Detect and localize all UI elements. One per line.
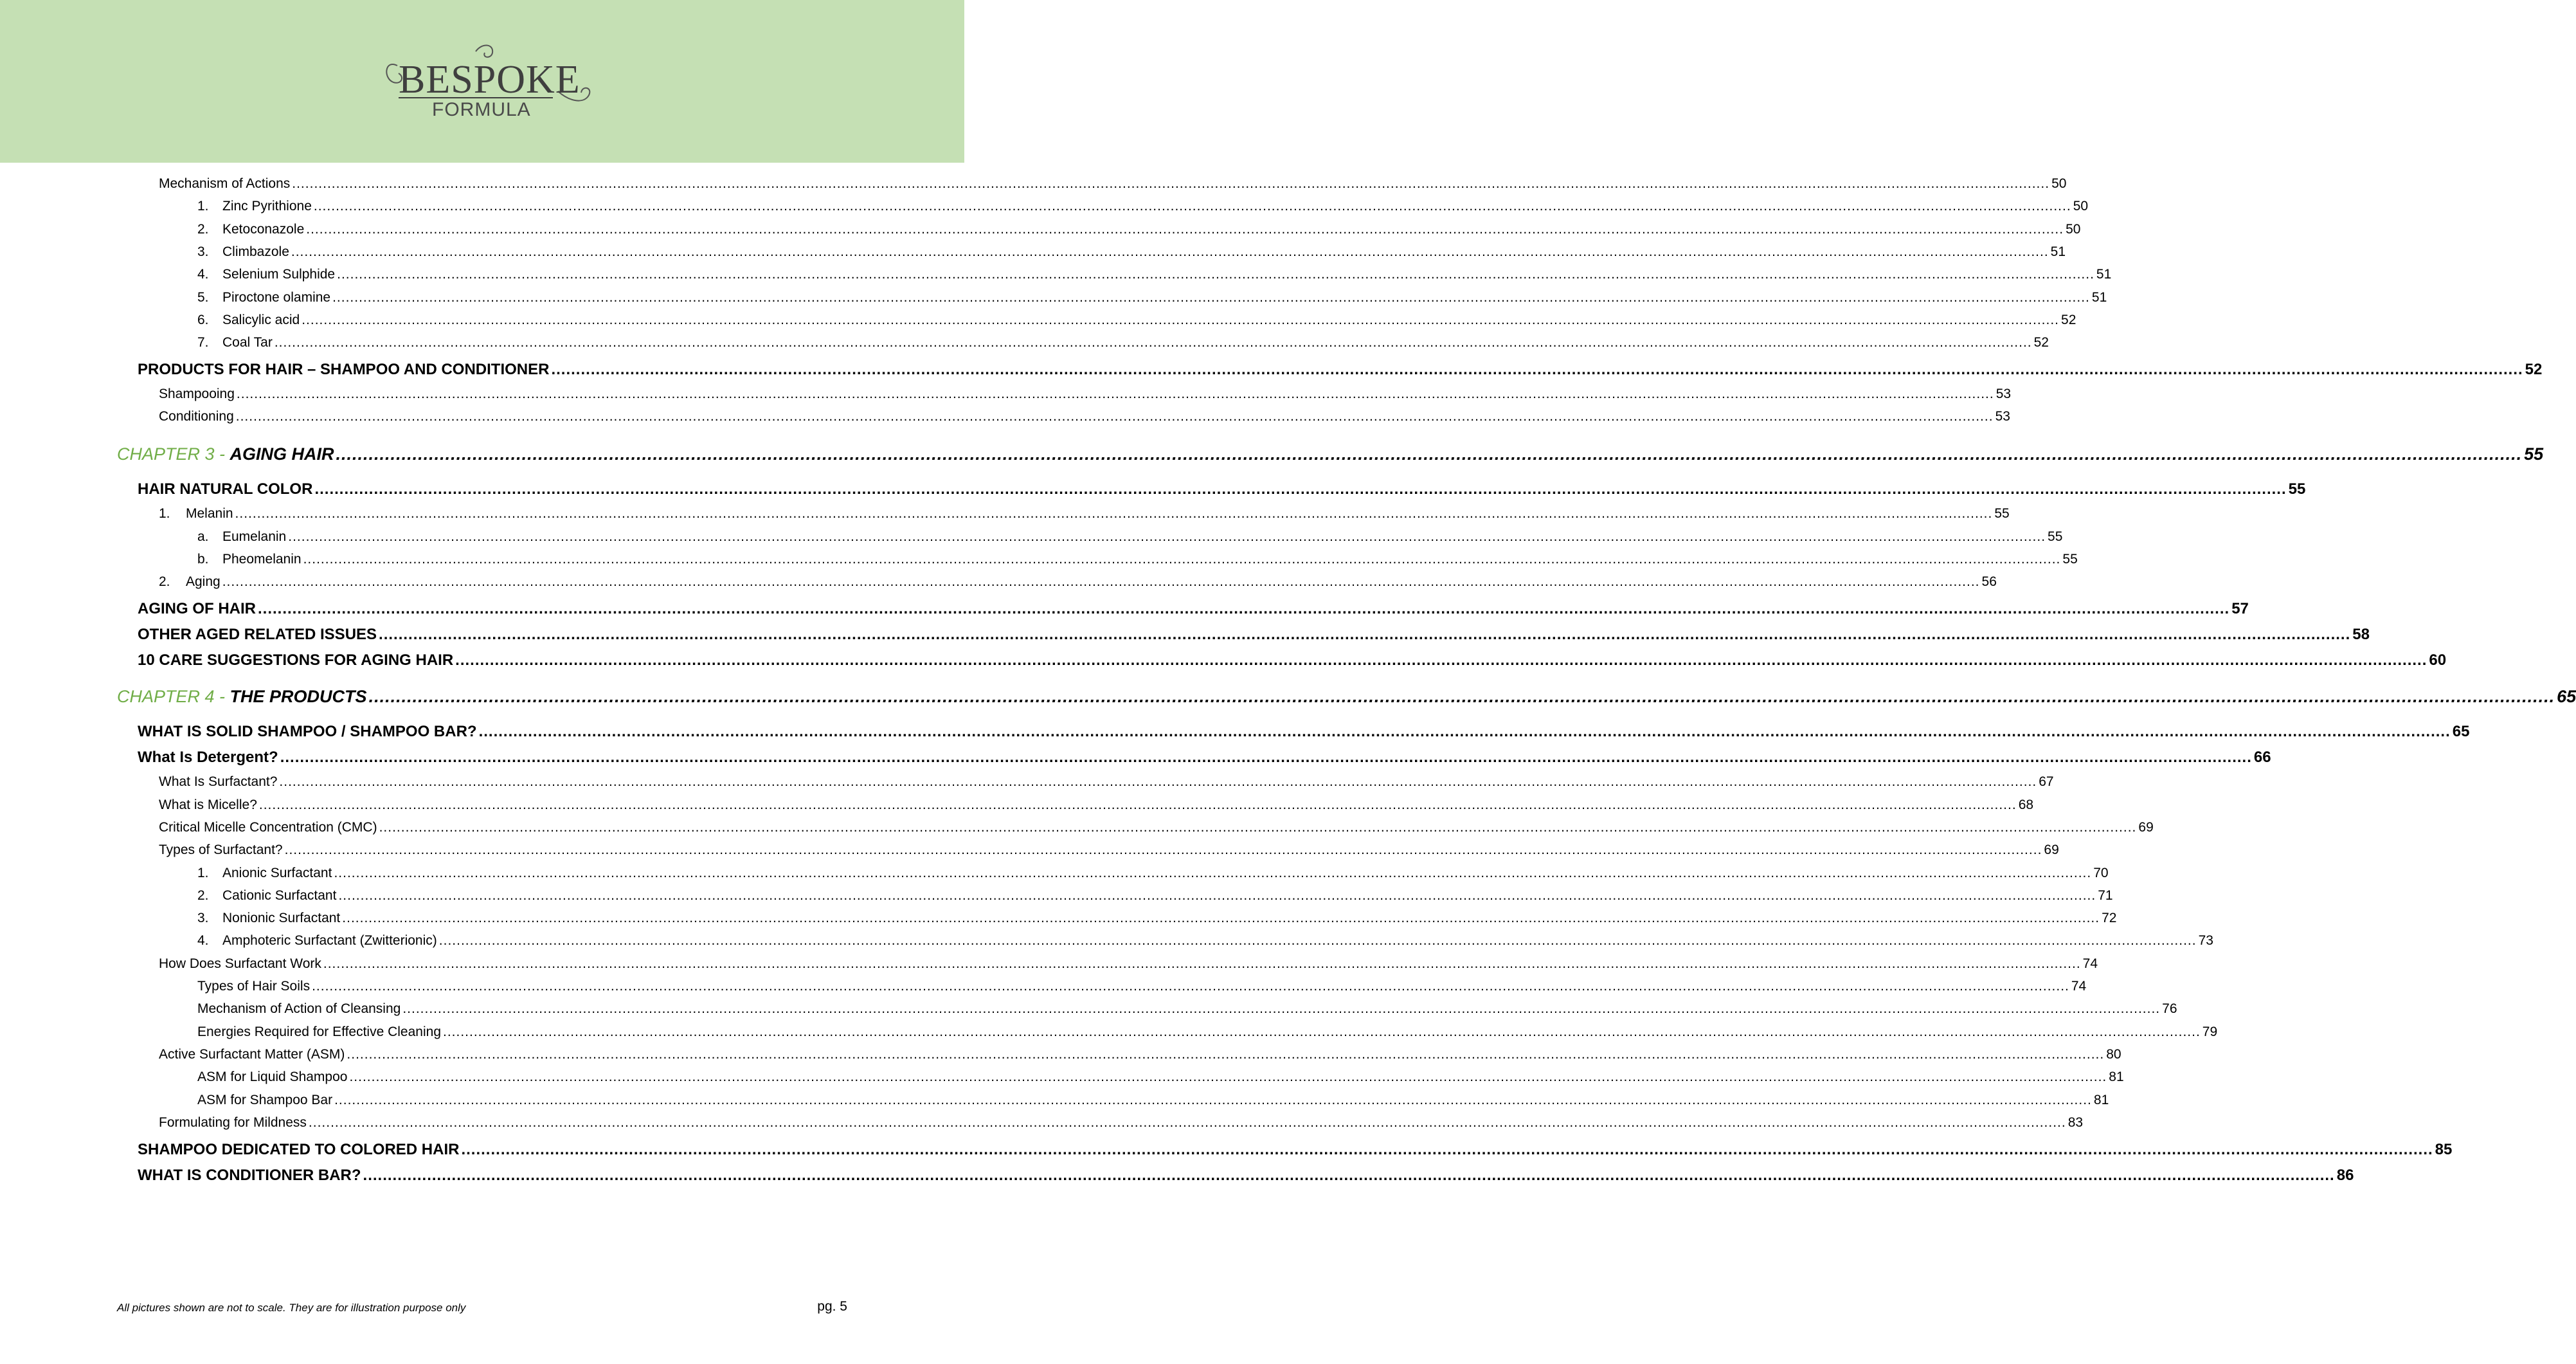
toc-entry-number: b. <box>197 552 209 567</box>
toc-entry[interactable] <box>197 979 2087 994</box>
toc-entry-page: 51 <box>2050 244 2066 259</box>
toc-entry-label: ASM for Shampoo Bar <box>197 1092 333 1107</box>
toc-entry[interactable] <box>197 244 2066 260</box>
toc-entry[interactable] <box>197 199 2089 214</box>
toc-entry-label: Ketoconazole <box>222 221 305 237</box>
dot-leader: ................................................................................................................................................................................................................................................................................................................................................................................................................ <box>332 289 2090 305</box>
toc-entry[interactable] <box>197 289 2107 305</box>
page-number: pg. 5 <box>817 1299 847 1314</box>
toc-entry-number: 6. <box>197 312 209 327</box>
toc-entry[interactable] <box>197 1092 2109 1108</box>
toc-entry-label: Energies Required for Effective Cleaning <box>197 1024 441 1039</box>
toc-entry[interactable] <box>159 774 2054 790</box>
dot-leader: ................................................................................................................................................................................................................................................................................................................................................................................................................ <box>235 506 1993 522</box>
toc-entry-page: 66 <box>2253 749 2271 767</box>
toc-entry-label: 10 CARE SUGGESTIONS FOR AGING HAIR <box>138 651 454 669</box>
toc-entry-page: 68 <box>2018 797 2034 812</box>
toc-entry-label: AGING HAIR <box>230 444 334 464</box>
dot-leader: ................................................................................................................................................................................................................................................................................................................................................................................................................ <box>551 361 2523 379</box>
svg-text:FORMULA: FORMULA <box>432 99 531 120</box>
toc-entry-number: 1. <box>197 199 209 214</box>
toc-entry-label: ASM for Liquid Shampoo <box>197 1069 348 1085</box>
toc-entry-label: Critical Micelle Concentration (CMC) <box>159 819 377 835</box>
toc-entry-label: Eumelanin <box>222 529 287 544</box>
toc-entry-number: 4. <box>197 933 209 949</box>
toc-entry[interactable] <box>159 409 2010 424</box>
toc-entry[interactable] <box>197 335 2049 350</box>
toc-entry-number: 2. <box>159 574 170 590</box>
toc-entry-label: Active Surfactant Matter (ASM) <box>159 1046 345 1062</box>
toc-entry-label: Types of Surfactant? <box>159 842 283 858</box>
toc-entry-page: 52 <box>2033 335 2049 350</box>
dot-leader: ................................................................................................................................................................................................................................................................................................................................................................................................................ <box>336 444 2523 464</box>
toc-entry-label: WHAT IS CONDITIONER BAR? <box>138 1166 361 1184</box>
toc-entry-label: Anionic Surfactant <box>222 865 332 880</box>
toc-entry[interactable] <box>197 221 2081 237</box>
dot-leader: ................................................................................................................................................................................................................................................................................................................................................................................................................ <box>334 865 2092 880</box>
dot-leader: ................................................................................................................................................................................................................................................................................................................................................................................................................ <box>379 626 2351 644</box>
toc-entry-label: Nonionic Surfactant <box>222 911 341 926</box>
dot-leader: ................................................................................................................................................................................................................................................................................................................................................................................................................ <box>323 956 2081 971</box>
page-header <box>0 0 964 163</box>
toc-entry-page: 55 <box>2062 552 2078 567</box>
toc-entry-page: 52 <box>2525 361 2543 379</box>
toc-entry-number: 3. <box>197 911 209 926</box>
toc-entry-page: 81 <box>2093 1092 2109 1107</box>
toc-entry-page: 57 <box>2231 600 2249 618</box>
toc-entry-page: 53 <box>1995 386 2012 402</box>
toc-entry-label: Shampooing <box>159 386 235 402</box>
dot-leader: ................................................................................................................................................................................................................................................................................................................................................................................................................ <box>478 723 2451 741</box>
toc-entry[interactable] <box>138 651 2447 669</box>
toc-entry-label: Zinc Pyrithione <box>222 199 312 214</box>
toc-entry-label: Melanin <box>186 506 233 522</box>
dot-leader: ................................................................................................................................................................................................................................................................................................................................................................................................................ <box>337 267 2094 282</box>
toc-entry-page: 72 <box>2102 911 2117 926</box>
toc-entry-number: 1. <box>159 506 170 522</box>
toc-entry-label: Selenium Sulphide <box>222 267 336 282</box>
toc-entry-page: 73 <box>2198 933 2213 949</box>
toc-entry[interactable] <box>159 176 2067 192</box>
dot-leader: ................................................................................................................................................................................................................................................................................................................................................................................................................ <box>302 312 2060 327</box>
toc-entry-number: 2. <box>197 221 209 237</box>
toc-entry-page: 74 <box>2071 979 2087 994</box>
toc-entry-number: 4. <box>197 267 209 282</box>
toc-entry[interactable] <box>197 1069 2124 1085</box>
toc-entry-page: 85 <box>2435 1140 2453 1158</box>
dot-leader: ................................................................................................................................................................................................................................................................................................................................................................................................................ <box>279 774 2037 790</box>
toc-entry[interactable] <box>138 1140 2453 1159</box>
toc-entry-page: 81 <box>2109 1069 2124 1085</box>
toc-entry[interactable] <box>138 1166 2354 1185</box>
dot-leader: ................................................................................................................................................................................................................................................................................................................................................................................................................ <box>291 244 2049 259</box>
toc-entry-label: OTHER AGED RELATED ISSUES <box>138 626 377 644</box>
dot-leader: ................................................................................................................................................................................................................................................................................................................................................................................................................ <box>303 552 2061 567</box>
toc-entry[interactable] <box>159 506 2010 522</box>
toc-entry[interactable] <box>159 1114 2084 1131</box>
toc-entry[interactable] <box>159 956 2098 972</box>
toc-entry[interactable] <box>138 480 2306 498</box>
toc-entry-label: Cationic Surfactant <box>222 887 337 903</box>
toc-entry-page: 55 <box>2288 480 2306 498</box>
toc-entry-page: 83 <box>2067 1114 2084 1130</box>
toc-entry[interactable] <box>197 933 2213 949</box>
toc-entry[interactable] <box>197 1001 2177 1017</box>
dot-leader: ................................................................................................................................................................................................................................................................................................................................................................................................................ <box>338 887 2096 903</box>
toc-entry[interactable] <box>117 687 2576 707</box>
toc-entry-label: WHAT IS SOLID SHAMPOO / SHAMPOO BAR? <box>138 723 477 741</box>
toc-entry-label: Mechanism of Actions <box>159 176 291 191</box>
toc-entry-page: 50 <box>2073 199 2089 214</box>
toc-entry-page: 52 <box>2061 312 2076 327</box>
toc-entry-page: 69 <box>2044 842 2059 858</box>
dot-leader: ................................................................................................................................................................................................................................................................................................................................................................................................................ <box>235 409 1994 424</box>
toc-entry-page: 86 <box>2336 1166 2354 1184</box>
toc-entry[interactable] <box>197 911 2117 926</box>
toc-entry-label: Pheomelanin <box>222 552 302 567</box>
toc-entry-label: SHAMPOO DEDICATED TO COLORED HAIR <box>138 1140 460 1158</box>
toc-entry-number: 7. <box>197 335 209 350</box>
dot-leader: ................................................................................................................................................................................................................................................................................................................................................................................................................ <box>288 529 2046 544</box>
bespoke-formula-logo <box>379 40 598 123</box>
dot-leader: ................................................................................................................................................................................................................................................................................................................................................................................................................ <box>236 386 1994 402</box>
dot-leader: ................................................................................................................................................................................................................................................................................................................................................................................................................ <box>292 176 2050 191</box>
dot-leader: ................................................................................................................................................................................................................................................................................................................................................................................................................ <box>342 911 2100 926</box>
dot-leader: ................................................................................................................................................................................................................................................................................................................................................................................................................ <box>280 749 2252 767</box>
dot-leader: ................................................................................................................................................................................................................................................................................................................................................................................................................ <box>402 1001 2161 1017</box>
toc-entry-page: 71 <box>2098 887 2113 903</box>
dot-leader: ................................................................................................................................................................................................................................................................................................................................................................................................................ <box>284 842 2042 858</box>
toc-entry[interactable] <box>138 600 2249 618</box>
toc-entry-page: 50 <box>2066 221 2081 237</box>
toc-entry[interactable] <box>197 267 2112 282</box>
toc-entry-page: 56 <box>1981 574 1997 590</box>
toc-entry-page: 69 <box>2138 819 2154 835</box>
toc-entry-number: 3. <box>197 244 209 259</box>
dot-leader: ................................................................................................................................................................................................................................................................................................................................................................................................................ <box>313 199 2071 214</box>
dot-leader: ................................................................................................................................................................................................................................................................................................................................................................................................................ <box>461 1140 2433 1158</box>
dot-leader: ................................................................................................................................................................................................................................................................................................................................................................................................................ <box>308 1114 2066 1130</box>
toc-entry-number: a. <box>197 529 209 544</box>
toc-entry-page: 55 <box>2048 529 2063 544</box>
dot-leader: ................................................................................................................................................................................................................................................................................................................................................................................................................ <box>443 1024 2201 1039</box>
toc-entry-page: 65 <box>2452 723 2470 741</box>
dot-leader: ................................................................................................................................................................................................................................................................................................................................................................................................................ <box>274 335 2032 350</box>
chapter-prefix: CHAPTER 3 - <box>117 444 226 464</box>
toc-entry[interactable] <box>159 842 2059 858</box>
toc-entry-number: 1. <box>197 865 209 880</box>
toc-entry[interactable] <box>159 819 2154 835</box>
dot-leader: ................................................................................................................................................................................................................................................................................................................................................................................................................ <box>334 1092 2092 1107</box>
dot-leader: ................................................................................................................................................................................................................................................................................................................................................................................................................ <box>379 819 2137 835</box>
toc-entry-label: Climbazole <box>222 244 289 259</box>
toc-entry-label: PRODUCTS FOR HAIR – SHAMPOO AND CONDITIONER <box>138 361 550 379</box>
toc-entry-label: What Is Detergent? <box>138 749 278 767</box>
toc-entry-page: 76 <box>2162 1001 2177 1017</box>
toc-entry-label: Piroctone olamine <box>222 289 331 305</box>
dot-leader: ................................................................................................................................................................................................................................................................................................................................................................................................................ <box>368 687 2555 707</box>
toc-entry-page: 65 <box>2557 687 2576 707</box>
toc-entry-page: 60 <box>2429 651 2447 669</box>
toc-entry[interactable] <box>197 887 2113 904</box>
toc-entry[interactable] <box>159 1046 2121 1062</box>
toc-entry-page: 53 <box>1995 409 2010 424</box>
dot-leader: ................................................................................................................................................................................................................................................................................................................................................................................................................ <box>258 797 2017 812</box>
toc-entry-page: 58 <box>2352 626 2370 644</box>
toc-entry-label: Amphoteric Surfactant (Zwitterionic) <box>222 933 437 949</box>
dot-leader: ................................................................................................................................................................................................................................................................................................................................................................................................................ <box>349 1069 2107 1085</box>
dot-leader: ................................................................................................................................................................................................................................................................................................................................................................................................................ <box>312 979 2069 994</box>
toc-entry[interactable] <box>197 529 2063 545</box>
toc-entry[interactable] <box>197 1024 2218 1040</box>
toc-entry-label: Types of Hair Soils <box>197 979 311 994</box>
toc-entry[interactable] <box>197 865 2109 881</box>
toc-entry-label: AGING OF HAIR <box>138 600 256 618</box>
toc-entry[interactable] <box>159 386 2012 402</box>
toc-entry-number: 2. <box>197 887 209 903</box>
toc-entry-page: 51 <box>2096 267 2112 282</box>
toc-entry-page: 79 <box>2202 1024 2218 1039</box>
toc-entry-page: 55 <box>1994 506 2010 522</box>
dot-leader: ................................................................................................................................................................................................................................................................................................................................................................................................................ <box>258 600 2230 618</box>
dot-leader: ................................................................................................................................................................................................................................................................................................................................................................................................................ <box>347 1046 2105 1062</box>
dot-leader: ................................................................................................................................................................................................................................................................................................................................................................................................................ <box>306 221 2064 237</box>
toc-entry[interactable] <box>197 312 2076 328</box>
toc-entry-label: Coal Tar <box>222 335 273 350</box>
toc-entry-number: 5. <box>197 289 209 305</box>
toc-entry[interactable] <box>138 749 2271 767</box>
toc-entry-page: 70 <box>2093 865 2109 880</box>
toc-entry-page: 55 <box>2524 444 2544 464</box>
toc-entry-label: What Is Surfactant? <box>159 774 278 790</box>
toc-entry-page: 74 <box>2082 956 2098 971</box>
toc-entry[interactable] <box>159 797 2034 813</box>
toc-entry[interactable] <box>138 723 2470 741</box>
toc-entry[interactable] <box>197 552 2078 567</box>
dot-leader: ................................................................................................................................................................................................................................................................................................................................................................................................................ <box>438 933 2197 949</box>
toc-entry[interactable] <box>159 574 1997 590</box>
svg-text:BESPOKE: BESPOKE <box>399 58 581 102</box>
toc-entry[interactable] <box>138 361 2543 379</box>
dot-leader: ................................................................................................................................................................................................................................................................................................................................................................................................................ <box>314 480 2287 498</box>
toc-entry[interactable] <box>117 444 2544 464</box>
toc-entry-page: 67 <box>2039 774 2054 790</box>
toc-entry-label: How Does Surfactant Work <box>159 956 321 971</box>
toc-entry-label: Aging <box>186 574 221 590</box>
toc-entry-label: Salicylic acid <box>222 312 300 327</box>
toc-entry-page: 50 <box>2051 176 2067 191</box>
dot-leader: ................................................................................................................................................................................................................................................................................................................................................................................................................ <box>222 574 1980 590</box>
toc-entry-label: Formulating for Mildness <box>159 1114 307 1130</box>
footer-note: All pictures shown are not to scale. They are for illustration purpose only <box>117 1302 466 1314</box>
dot-leader: ................................................................................................................................................................................................................................................................................................................................................................................................................ <box>363 1166 2335 1184</box>
toc-entry-page: 51 <box>2091 289 2107 305</box>
toc-entry-label: THE PRODUCTS <box>230 687 367 707</box>
toc-entry-label: HAIR NATURAL COLOR <box>138 480 313 498</box>
dot-leader: ................................................................................................................................................................................................................................................................................................................................................................................................................ <box>455 651 2427 669</box>
toc-entry-label: Conditioning <box>159 409 234 424</box>
toc-entry[interactable] <box>138 626 2370 644</box>
chapter-prefix: CHAPTER 4 - <box>117 687 226 707</box>
toc-entry-label: Mechanism of Action of Cleansing <box>197 1001 401 1017</box>
toc-entry-label: What is Micelle? <box>159 797 257 812</box>
toc-entry-page: 80 <box>2106 1046 2121 1062</box>
